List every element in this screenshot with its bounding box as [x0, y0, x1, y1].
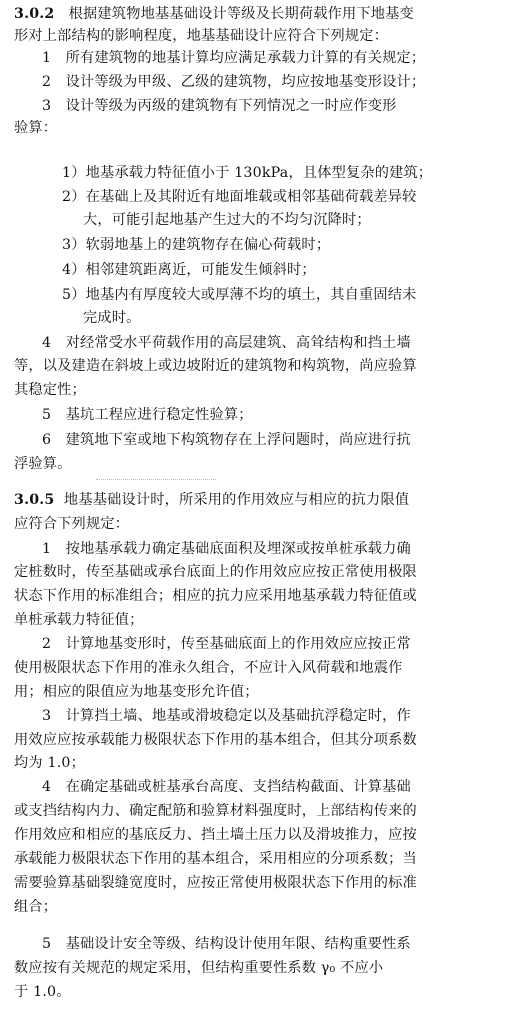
clause-item-continuation: 用效应应按承载能力极限状态下作用的基本组合，但其分项系数 [14, 732, 417, 748]
section-3-0-5-first-line [14, 490, 409, 510]
clause-item-continuation: 或支挡结构内力、确定配筋和验算材料强度时，上部结构传来的 [14, 803, 417, 819]
clause-item: 3 设计等级为丙级的建筑物有下列情况之一时应作变形 [42, 98, 397, 114]
clause-item: 4 对经常受水平荷载作用的高层建筑、高耸结构和挡土墙 [42, 335, 411, 351]
sub-item: 2）在基础上及其附近有地面堆载或相邻基础荷载差异较 [62, 189, 417, 205]
clause-item-continuation: 作用效应和相应的基底反力、挡土墙土压力以及滑坡推力，应按 [14, 827, 417, 843]
section-number: 3.0.5 [14, 492, 55, 508]
clause-item-continuation: 组合； [14, 899, 58, 915]
clause-item: 3 计算挡土墙、地基或滑坡稳定以及基础抗浮稳定时，作 [42, 708, 411, 724]
clause-item-continuation: 验算： [14, 120, 58, 136]
clause-item-continuation: 单桩承载力特征值； [14, 612, 144, 628]
clause-item-continuation: 承载能力极限状态下作用的基本组合，采用相应的分项系数；当 [14, 851, 417, 867]
section-number: 3.0.2 [14, 6, 55, 22]
clause-item: 5 基坑工程应进行稳定性验算； [42, 407, 253, 423]
sub-item: 4）相邻建筑距离近，可能发生倾斜时； [62, 262, 316, 278]
section-divider [96, 479, 216, 480]
clause-item-continuation: 于 1.0。 [14, 984, 71, 1000]
section-3-0-2-first-line [14, 4, 414, 24]
clause-item: 2 计算地基变形时，传至基础底面上的作用效应应按正常 [42, 636, 411, 652]
section-intro-line: 地基基础设计时，所采用的作用效应与相应的抗力限值 [63, 492, 410, 508]
clause-item-continuation: 数应按有关规范的规定采用，但结构重要性系数 γ₀ 不应小 [14, 960, 384, 976]
clause-item: 5 基础设计安全等级、结构设计使用年限、结构重要性系 [42, 936, 411, 952]
sub-item: 5）地基内有厚度较大或厚薄不均的填土，其自重固结未 [62, 287, 417, 303]
clause-item-continuation: 用；相应的限值应为地基变形允许值； [14, 684, 259, 700]
section-intro-line: 应符合下列规定： [14, 516, 130, 532]
clause-item-continuation: 需要验算基础裂缝宽度时，应按正常使用极限状态下作用的标准 [14, 875, 417, 891]
clause-item-continuation: 状态下作用的标准组合；相应的抗力应采用地基承载力特征值或 [14, 588, 417, 604]
clause-item: 6 建筑地下室或地下构筑物存在上浮问题时，尚应进行抗 [42, 432, 411, 448]
sub-item-continuation: 大，可能引起地基产生过大的不均匀沉降时； [83, 212, 371, 228]
clause-item: 1 所有建筑物的地基计算均应满足承载力计算的有关规定； [42, 50, 426, 66]
clause-item-continuation: 浮验算。 [14, 456, 72, 472]
clause-item-continuation: 使用极限状态下作用的准永久组合，不应计入风荷载和地震作 [14, 660, 403, 676]
section-intro-line: 根据建筑物地基基础设计等级及长期荷载作用下地基变 [68, 6, 414, 22]
clause-item: 1 按地基承载力确定基础底面积及埋深或按单桩承载力确 [42, 541, 411, 557]
sub-item: 1）地基承载力特征值小于 130kPa，且体型复杂的建筑； [62, 165, 433, 181]
clause-item-continuation: 其稳定性； [14, 382, 86, 398]
sub-item-continuation: 完成时。 [83, 310, 141, 326]
clause-item-continuation: 定桩数时，传至基础或承台底面上的作用效应应按正常使用极限 [14, 564, 417, 580]
section-intro-line: 形对上部结构的影响程度，地基基础设计应符合下列规定： [14, 28, 389, 44]
clause-item: 2 设计等级为甲级、乙级的建筑物，均应按地基变形设计； [42, 74, 426, 90]
clause-item: 4 在确定基础或桩基承台高度、支挡结构截面、计算基础 [42, 779, 411, 795]
clause-item-continuation: 均为 1.0； [14, 755, 86, 771]
sub-item: 3）软弱地基上的建筑物存在偏心荷载时； [62, 237, 331, 253]
clause-item-continuation: 等，以及建造在斜坡上或边坡附近的建筑物和构筑物，尚应验算 [14, 358, 417, 374]
